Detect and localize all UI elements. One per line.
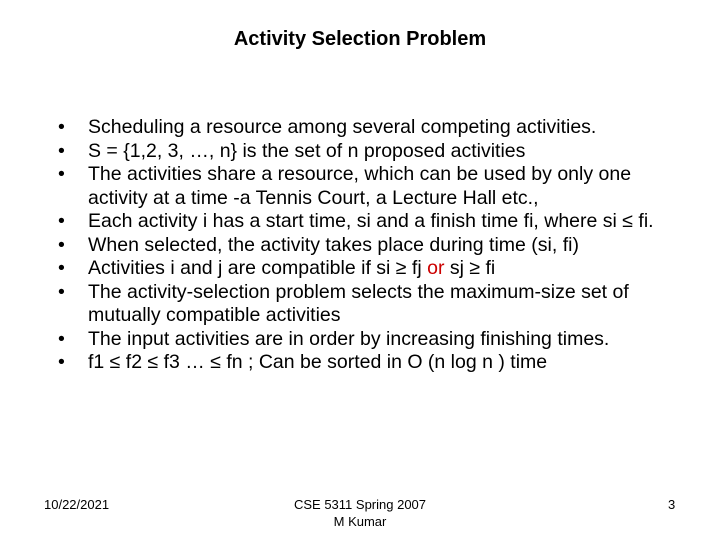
slide-title: Activity Selection Problem — [233, 28, 487, 50]
bullet-text: When selected, the activity takes place during time (si, fi) — [88, 233, 579, 256]
bullet-marker: • — [58, 116, 65, 138]
or-connector: or — [427, 257, 445, 279]
footer-course — [260, 496, 460, 530]
bullet-text: The activities share a resource, which can be used by only one activity at a time -a Tennis Court, a Lecture Hall etc., — [88, 163, 632, 209]
bullet-item — [58, 281, 678, 328]
footer-date: 10/22/2021 — [44, 497, 110, 512]
bullet-marker: • — [58, 139, 65, 162]
bullet-item — [58, 328, 678, 352]
bullet-item — [58, 163, 678, 210]
bullet-item — [58, 234, 678, 258]
bullet-text: The input activities are in order by increasing finishing times. — [88, 327, 610, 350]
bullet-text: f1 ≤ f2 ≤ f3 … ≤ fn ; Can be sorted in O (n log n ) time — [88, 351, 548, 373]
footer-author: M Kumar — [333, 514, 387, 529]
bullet-text: Each activity i has a start time, si and a finish time fi, where si ≤ fi. — [88, 210, 654, 232]
bullet-marker: • — [58, 280, 65, 303]
bullet-text: Scheduling a resource among several competing activities. — [88, 116, 597, 138]
bullet-item — [58, 257, 678, 281]
footer-course-name: CSE 5311 Spring 2007 — [293, 497, 427, 512]
bullet-text: S = {1,2, 3, …, n} is the set of n proposed activities — [88, 139, 526, 162]
page-number: 3 — [668, 497, 676, 512]
bullet-list — [58, 116, 678, 375]
bullet-marker: • — [58, 351, 65, 373]
bullet-item — [58, 116, 678, 140]
bullet-text-compatibility: Activities i and j are compatible if si ≥ fj or sj ≥ fi — [88, 257, 496, 279]
bullet-marker: • — [58, 163, 65, 185]
bullet-text: The activity-selection problem selects the maximum-size set of mutually compatible activities — [88, 280, 629, 326]
bullet-marker: • — [58, 233, 65, 256]
bullet-item — [58, 210, 678, 234]
bullet-marker: • — [58, 327, 65, 350]
bullet-item — [58, 140, 678, 164]
bullet-marker: • — [58, 210, 65, 232]
bullet-item — [58, 351, 678, 375]
bullet-marker: • — [58, 257, 65, 279]
